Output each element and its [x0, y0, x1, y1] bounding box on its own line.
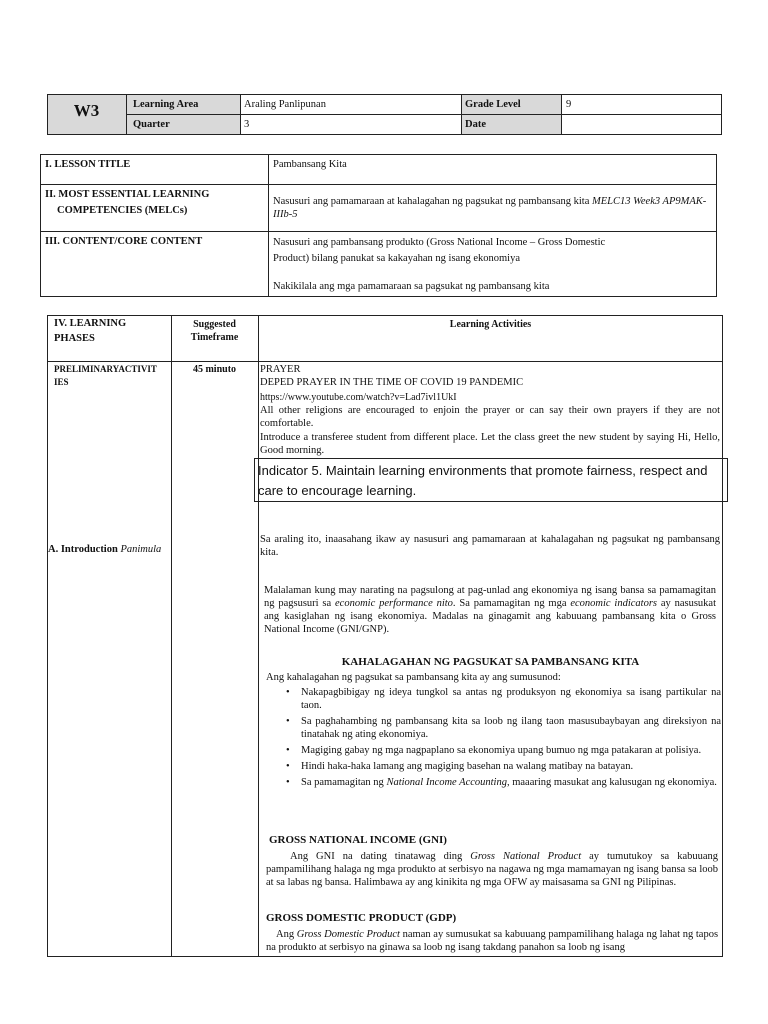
phases-body-cell-2: [171, 361, 258, 957]
list-item: [266, 776, 721, 789]
timeframe-header-line-1: Suggested: [193, 319, 236, 330]
list-item: • Nakapagbibigay ng ideya tungkol sa antas ng produksyon ng ekonomiya sa isang partikular na taon.: [266, 686, 721, 712]
melc-label-line-1: II. MOST ESSENTIAL LEARNING: [45, 189, 210, 200]
gdp-italic: Gross Domestic Product: [296, 929, 400, 940]
grade-level-value: 9: [566, 99, 572, 110]
gdp-paragraph: [266, 928, 718, 954]
gdp-part-a: Ang: [276, 929, 295, 940]
learning-area-value: Araling Panlipunan: [244, 99, 326, 110]
gdp-part-b: naman ay sumusukat sa kabuuang pampamilihang halaga ng lahat ng tapos na produkto at serbisyo na ginawa sa loob ng isang takdang panahon sa loob ng isang: [266, 929, 718, 953]
content-text-1: Nasusuri ang pambansang produkto (Gross National Income – Gross Domestic Product) bilang panukat sa kakayahan ng isang ekonomiya: [273, 237, 606, 264]
list-item: • Magiging gabay ng mga nagpaplano sa ekonomiya upang bumuo ng mga patakaran at polisiya.: [266, 744, 721, 757]
list-item: • Hindi haka-haka lamang ang magiging basehan na walang matibay na batayan.: [266, 760, 721, 773]
quarter-value-cell: [240, 114, 461, 135]
prayer-heading: PRAYER: [260, 364, 301, 375]
date-label: Date: [465, 119, 486, 130]
content-text-2: Nakikilala ang mga pamamaraan sa pagsukat ng pambansang kita: [273, 281, 550, 292]
list-item: • Sa paghahambing ng pambansang kita sa loob ng ilang taon masusubaybayan ang direksiyon na tinatahak ng ating ekonomiya.: [266, 715, 721, 741]
indicator-text: Indicator 5. Maintain learning environments that promote fairness, respect and care to encourage learning.: [258, 463, 708, 498]
preliminary-timeframe: 45 minuto: [192, 364, 237, 375]
aralin-text: Sa araling ito, inaasahang ikaw ay nasusuri ang pamamaraan at kahalagahan ng pagsukat ng pambansang kita.: [260, 534, 720, 558]
melc-text: [273, 195, 713, 221]
gdp-heading: GROSS DOMESTIC PRODUCT (GDP): [266, 912, 457, 924]
melc-label-line-2: COMPETENCIES (MELCs): [57, 205, 188, 216]
kahalagahan-intro: Ang kahalagahan ng pagsukat sa pambansang kita ay ang sumusunod:: [266, 672, 561, 683]
economic-performance-paragraph: [264, 584, 716, 636]
kahalagahan-heading: KAHALAGAHAN NG PAGSUKAT SA PAMBANSANG KITA: [341, 656, 640, 668]
para-part-b: . Sa pamamagitan ng mga: [452, 598, 567, 609]
activities-header: Learning Activities: [449, 319, 532, 330]
preliminary-label-line-2: IES: [54, 377, 69, 387]
prayer-url[interactable]: https://www.youtube.com/watch?v=Lad7ivl1UkI: [260, 392, 457, 403]
phases-header-1-line-1: IV. LEARNING: [54, 318, 127, 329]
bullet-5-part-a: Sa pamamagitan ng: [301, 777, 384, 788]
preliminary-label-line-1: PRELIMINARYACTIVIT: [54, 364, 157, 374]
gni-paragraph: [266, 850, 718, 889]
phases-body-cell-1: [47, 361, 171, 957]
transferee-note: Introduce a transferee student from different place. Let the class greet the new student by saying Hi, Hello, Good morning.: [260, 432, 720, 456]
date-value-cell: [561, 114, 722, 135]
grade-level-value-cell: [561, 94, 722, 114]
gni-italic: Gross National Product: [470, 851, 582, 862]
kahalagahan-list: [266, 686, 721, 789]
melc-description: Nasusuri ang pamamaraan at kahalagahan ng pagsukat ng pambansang kita: [273, 196, 590, 207]
introduction-label-italic: Panimula: [120, 544, 162, 555]
para-italic-b: economic indicators: [570, 598, 658, 609]
introduction-label-bold: A. Introduction: [48, 544, 118, 555]
para-part-a: Malalaman kung may narating na pagsulong at pag-unlad ang ekonomiya ng isang bansa sa pamamagitan ng pagsusuri sa: [264, 585, 716, 609]
gni-part-b: ay tumutukoy sa kabuuang pampamilihang halaga ng mga produkto at serbisyo na nagawa ng mga mamamayan ng isang bansa sa loob at sa labas ng bansa. Halimbawa ay ang kinikita ng mga OFW ay maisasama sa GNI ng Pilipinas.: [266, 851, 719, 888]
phases-header-1-line-2: PHASES: [54, 333, 95, 344]
timeframe-header-line-2: Timeframe: [190, 332, 239, 343]
melc-code: MELC13 Week3 AP9MAK-IIIb-5: [273, 196, 707, 220]
bullet-5-part-b: , maaaring masukat ang kalusugan ng ekonomiya.: [506, 777, 717, 788]
gni-part-a: Ang GNI na dating tinatawag ding: [290, 851, 463, 862]
religions-note: All other religions are encouraged to enjoin the prayer or can say their own prayers if they are not comfortable.: [260, 405, 720, 429]
deped-prayer: DEPED PRAYER IN THE TIME OF COVID 19 PANDEMIC: [260, 377, 524, 388]
lesson-title-value: Pambansang Kita: [273, 159, 347, 170]
grade-level-label: Grade Level: [465, 99, 521, 110]
learning-area-label: Learning Area: [133, 99, 199, 110]
para-italic-a: economic performance nito: [335, 598, 453, 609]
introduction-label: [48, 543, 161, 556]
content-label: III. CONTENT/CORE CONTENT: [45, 236, 203, 247]
week-label: W3: [73, 101, 100, 120]
quarter-value: 3: [244, 119, 250, 130]
bullet-5-italic: National Income Accounting: [386, 777, 507, 788]
lesson-title-label: I. LESSON TITLE: [45, 159, 131, 170]
quarter-label: Quarter: [133, 119, 170, 130]
para-part-c: ay nasusukat ang kasiglahan ng isang ekonomiya. Madalas na ginagamit ang kabuuang pambansang kita o Gross National Income (GNI/GNP).: [264, 598, 717, 635]
gni-heading: GROSS NATIONAL INCOME (GNI): [269, 834, 447, 846]
